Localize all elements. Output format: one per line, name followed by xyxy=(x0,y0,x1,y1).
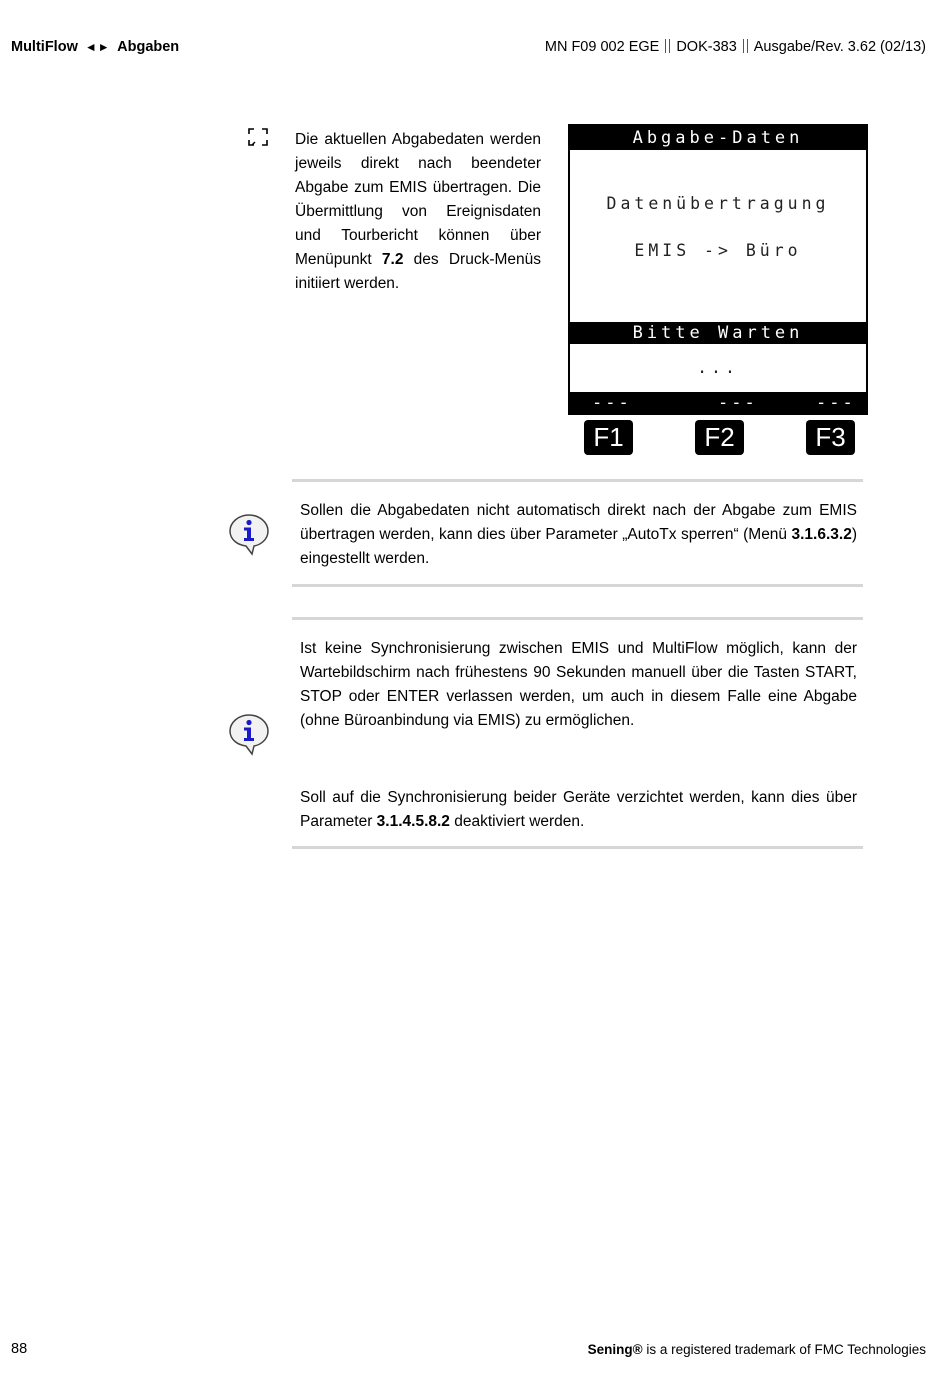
info-box-1-top-rule xyxy=(292,479,863,482)
doc-revision: Ausgabe/Rev. 3.62 (02/13) xyxy=(753,39,926,55)
display-line-1: Datenübertragung xyxy=(606,194,830,213)
header-separator xyxy=(665,39,670,53)
softkey-label-1: --- xyxy=(592,393,632,413)
softkey-label-2: --- xyxy=(718,393,758,413)
footer-trademark-text: is a registered trademark of FMC Technologies xyxy=(642,1342,926,1357)
header-separator xyxy=(743,39,748,53)
note-bracket-icon xyxy=(248,128,268,146)
display-dots: ... xyxy=(697,358,739,377)
device-display xyxy=(568,124,868,415)
f3-key[interactable]: F3 xyxy=(806,420,855,455)
page-number: 88 xyxy=(11,1341,28,1357)
footer-trademark xyxy=(588,1342,926,1357)
menu-reference: 7.2 xyxy=(381,251,404,268)
header-product: MultiFlow xyxy=(11,39,78,55)
info-1-text-end: ) eingestellt werden. xyxy=(300,526,857,567)
info-2-parameter-reference: 3.1.4.5.8.2 xyxy=(376,813,450,830)
info-2-text-start: Soll auf die Synchronisierung beider Geräte verzichtet werden, kann dies über Parameter xyxy=(300,789,857,830)
info-2-paragraph-2 xyxy=(300,786,857,834)
info-1-text xyxy=(300,499,857,571)
info-box-2-bottom-rule xyxy=(292,846,863,849)
info-box-2-top-rule xyxy=(292,617,863,620)
intro-text: Die aktuellen Abgabedaten werden jeweils direkt nach beendeter Abgabe zum EMIS übertragen. Die Übermittlung von Ereignisdaten und Tourbericht können über Menüpunkt xyxy=(295,131,541,268)
info-1-menu-reference: 3.1.6.3.2 xyxy=(791,526,852,543)
info-2-paragraph-1: Ist keine Synchronisierung zwischen EMIS und MultiFlow möglich, kann der Wartebildschirm nach frühestens 90 Sekunden manuell über die Tasten START, STOP oder ENTER verlassen werden, um auch in diesem Falle eine Abgabe (ohne Büroanbindung via EMIS) zu ermöglichen. xyxy=(300,640,857,729)
info-2-text-end: deaktiviert werden. xyxy=(449,813,585,830)
display-status: Bitte Warten xyxy=(570,322,866,344)
doc-id: DOK-383 xyxy=(676,39,737,55)
display-line-2: EMIS -> Büro xyxy=(634,241,802,260)
softkey-label-3: --- xyxy=(816,393,856,413)
info-1-text-start: Sollen die Abgabedaten nicht automatisch direkt nach der Abgabe zum EMIS übertragen werden, kann dies über Parameter „AutoTx sperren“ (Menü xyxy=(300,502,857,543)
header-right xyxy=(545,39,926,55)
info-speech-bubble-icon xyxy=(227,512,271,556)
f2-key[interactable]: F2 xyxy=(695,420,744,455)
footer-brand: Sening® xyxy=(587,1342,643,1357)
display-softkey-bar xyxy=(570,392,866,415)
intro-paragraph xyxy=(295,128,541,296)
display-title: Abgabe-Daten xyxy=(570,126,866,150)
header-left xyxy=(11,39,179,55)
header-section: Abgaben xyxy=(117,39,180,55)
intro-text-end: des Druck-Menüs initiiert werden. xyxy=(295,251,541,292)
header-arrows: ◄► xyxy=(84,40,111,54)
f1-key[interactable]: F1 xyxy=(584,420,633,455)
doc-number: MN F09 002 EGE xyxy=(544,39,660,55)
info-speech-bubble-icon xyxy=(227,712,271,756)
info-box-1-bottom-rule xyxy=(292,584,863,587)
